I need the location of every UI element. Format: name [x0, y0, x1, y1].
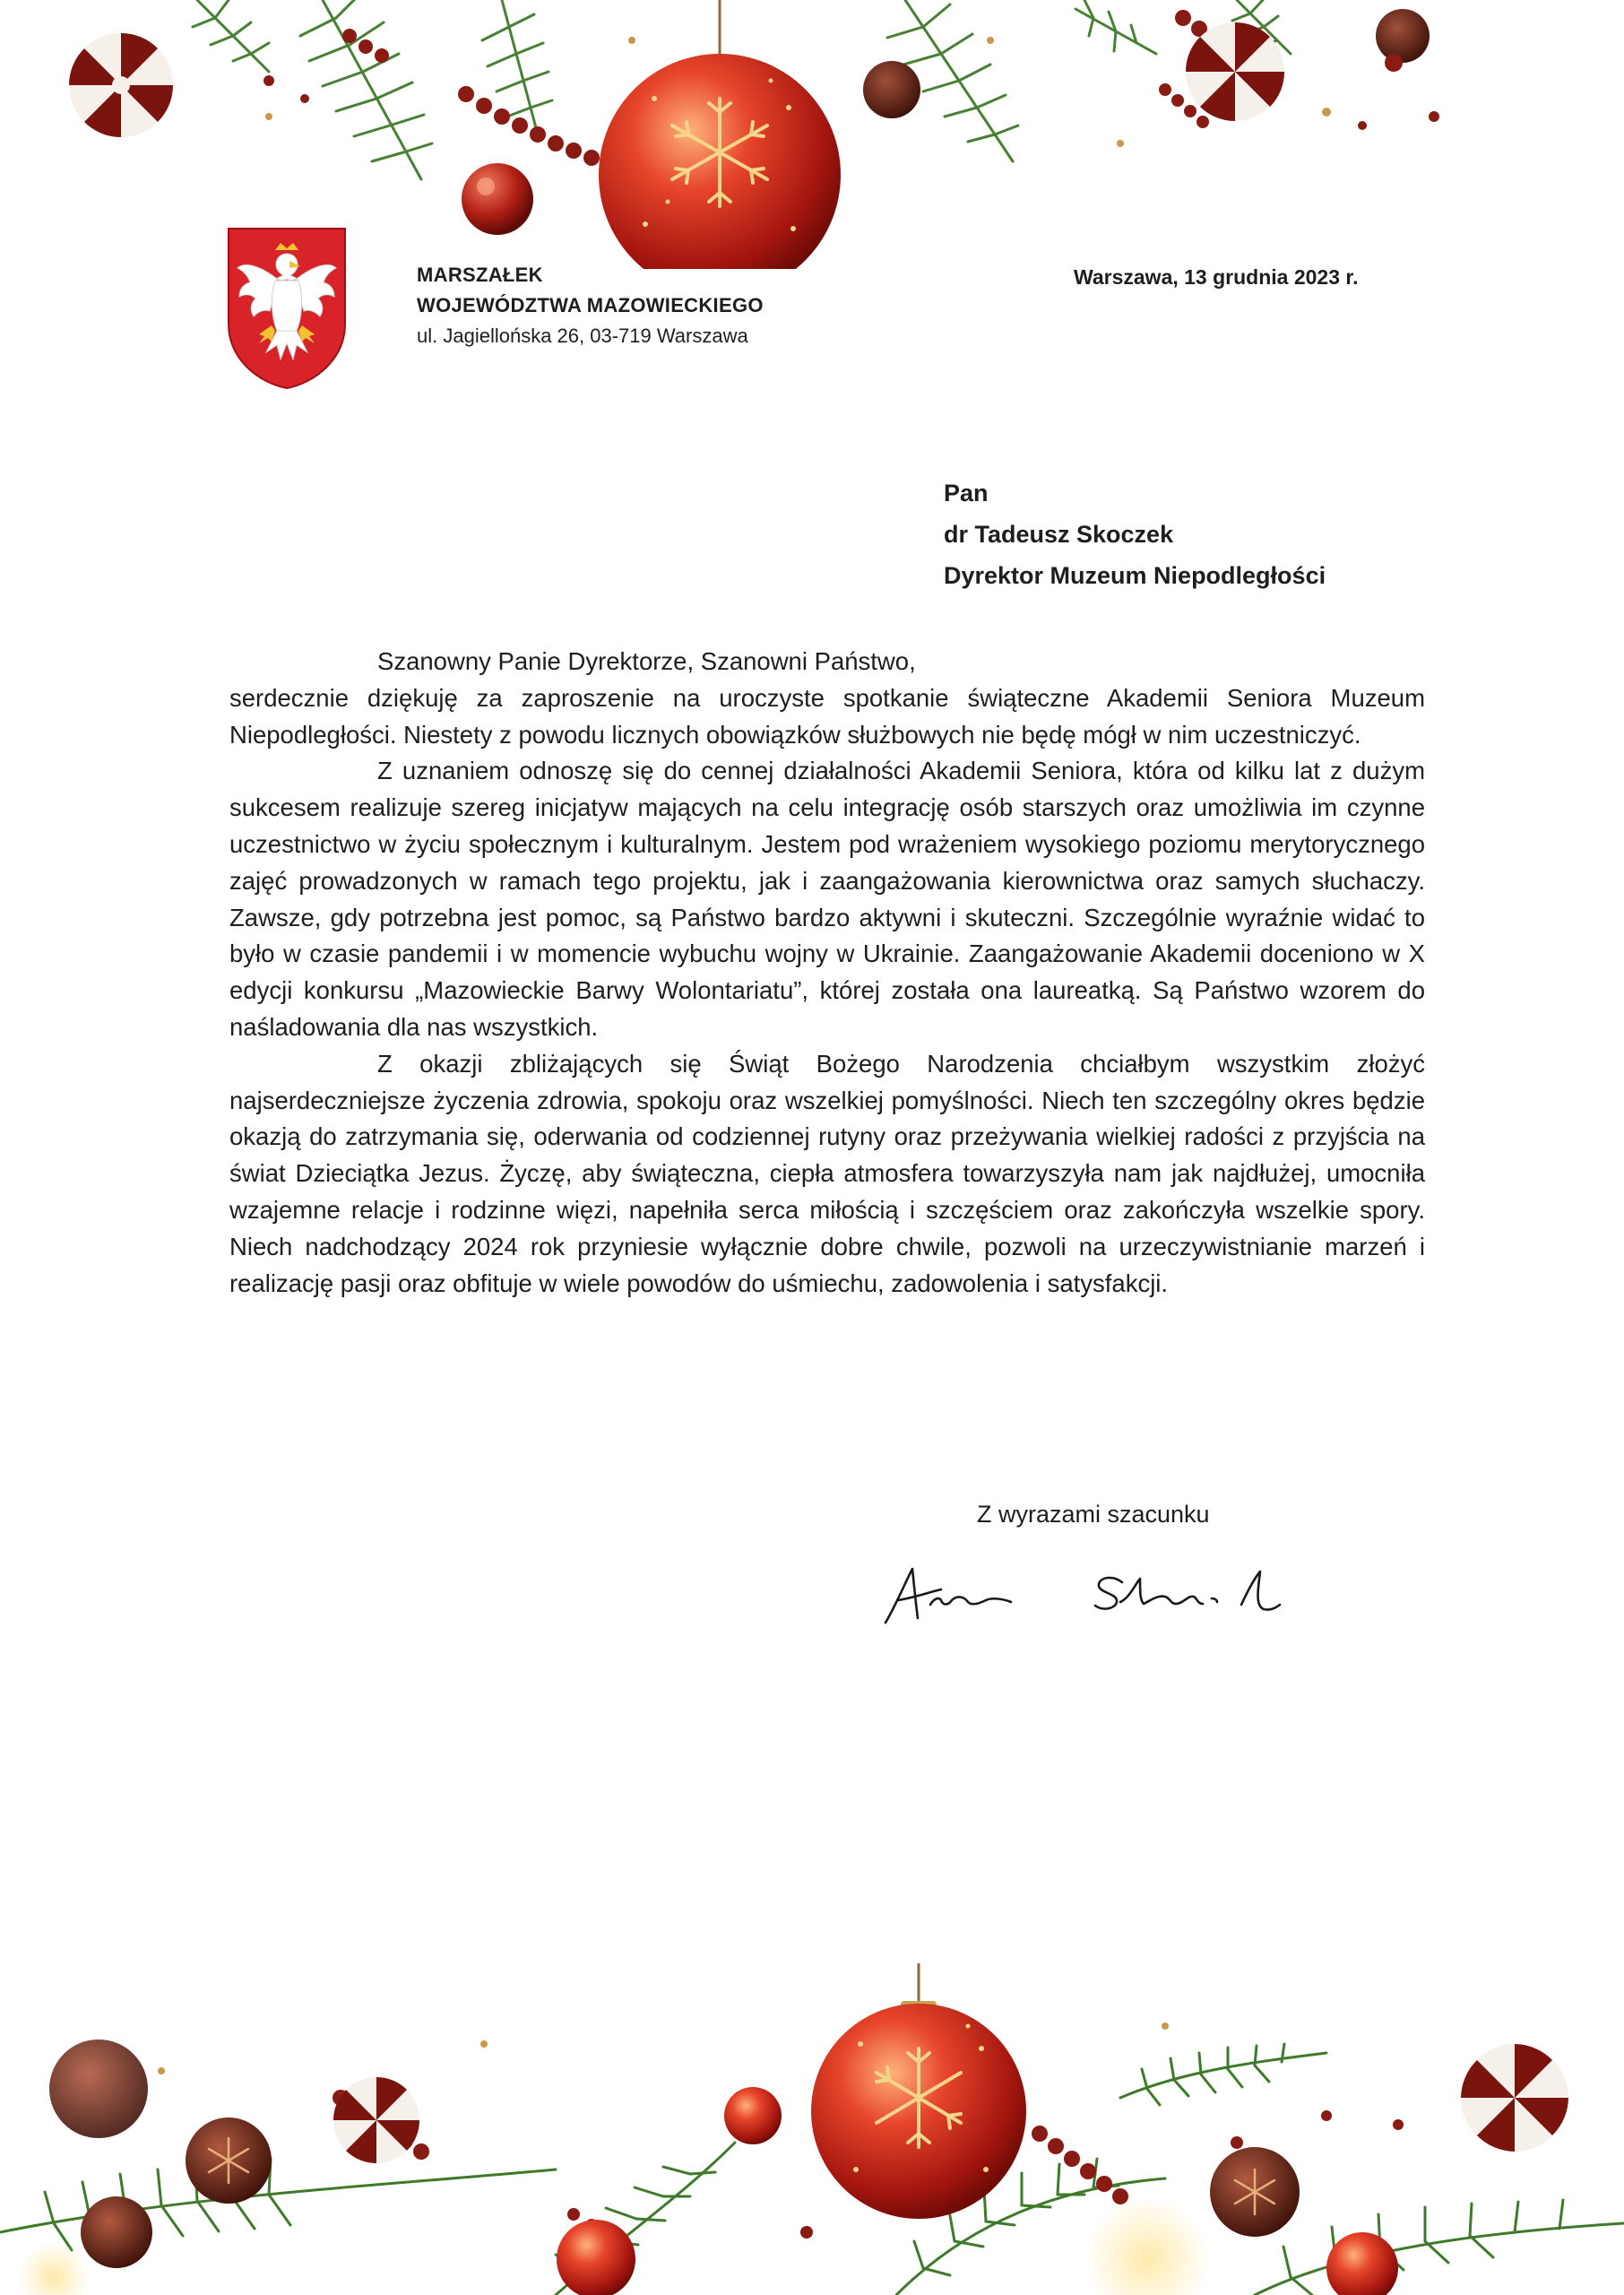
- sender-title: MARSZAŁEK: [417, 264, 543, 286]
- salutation: Szanowny Panie Dyrektorze, Szanowni Państwo,: [377, 647, 916, 675]
- letter-body: [229, 644, 1425, 1302]
- paragraph-2: Z uznaniem odnoszę się do cennej działalności Akademii Seniora, która od kilku lat z dużym sukcesem realizuje szereg inicjatyw mających na celu integrację osób starszych oraz umożliwia im czynne uczestnictwo w życiu społecznym i kulturalnym. Jestem pod wrażeniem wysokiego poziomu merytorycznego zajęć prowadzonych w ramach tego projektu, jak i zaangażowania kierownictwa oraz samych słuchaczy. Zawsze, gdy potrzebna jest pomoc, są Państwo bardzo aktywni i skuteczni. Szczególnie wyraźnie widać to było w czasie pandemii i w momencie wybuchu wojny w Ukrainie. Zaangażowanie Akademii doceniono w X edycji konkursu „Mazowieckie Barwy Wolontariatu”, której została ona laureatką. Są Państwo wzorem do naśladowania dla nas wszystkich.: [229, 757, 1425, 1041]
- recipient-name: dr Tadeusz Skoczek: [944, 521, 1174, 548]
- paragraph-3: Z okazji zbliżających się Świąt Bożego Narodzenia chciałbym wszystkim złożyć najserdeczniejsze życzenia zdrowia, spokoju oraz wszelkiej pomyślności. Niech ten szczególny okres będzie okazją do zatrzymania się, oderwania od codziennej rutyny oraz przeżywania wielkiej radości z przyjścia na świat Dzieciątka Jezus. Życzę, aby świąteczna, ciepła atmosfera towarzyszyła nam jak najdłużej, umocniła wzajemne relacje i rodzinne więzi, napełniła serca miłością i szczęściem oraz zakończyła wszelkie spory. Niech nadchodzący 2024 rok przyniesie wyłącznie dobre chwile, pozwoli na urzeczywistnianie marzeń i realizację pasji oraz obfituje w wiele powodów do uśmiechu, zadowolenia i satysfakcji.: [229, 1049, 1425, 1297]
- letter-date: Warszawa, 13 grudnia 2023 r.: [1074, 265, 1359, 289]
- sender-block: [417, 260, 764, 351]
- recipient-block: [944, 472, 1326, 596]
- recipient-honorific: Pan: [944, 480, 989, 507]
- coat-of-arms-icon: [225, 225, 349, 390]
- christmas-decoration-bottom: [0, 1963, 1624, 2295]
- sender-office: WOJEWÓDZTWA MAZOWIECKIEGO: [417, 294, 764, 316]
- recipient-position: Dyrektor Muzeum Niepodległości: [944, 562, 1326, 589]
- sender-address: ul. Jagiellońska 26, 03-719 Warszawa: [417, 325, 748, 347]
- closing-phrase: Z wyrazami szacunku: [977, 1501, 1210, 1528]
- signature-icon: [878, 1555, 1326, 1636]
- paragraph-1: serdecznie dziękuję za zaproszenie na uroczyste spotkanie świąteczne Akademii Seniora Muzeum Niepodległości. Niestety z powodu licznych obowiązków służbowych nie będę mógł w nim uczestniczyć.: [229, 683, 1425, 749]
